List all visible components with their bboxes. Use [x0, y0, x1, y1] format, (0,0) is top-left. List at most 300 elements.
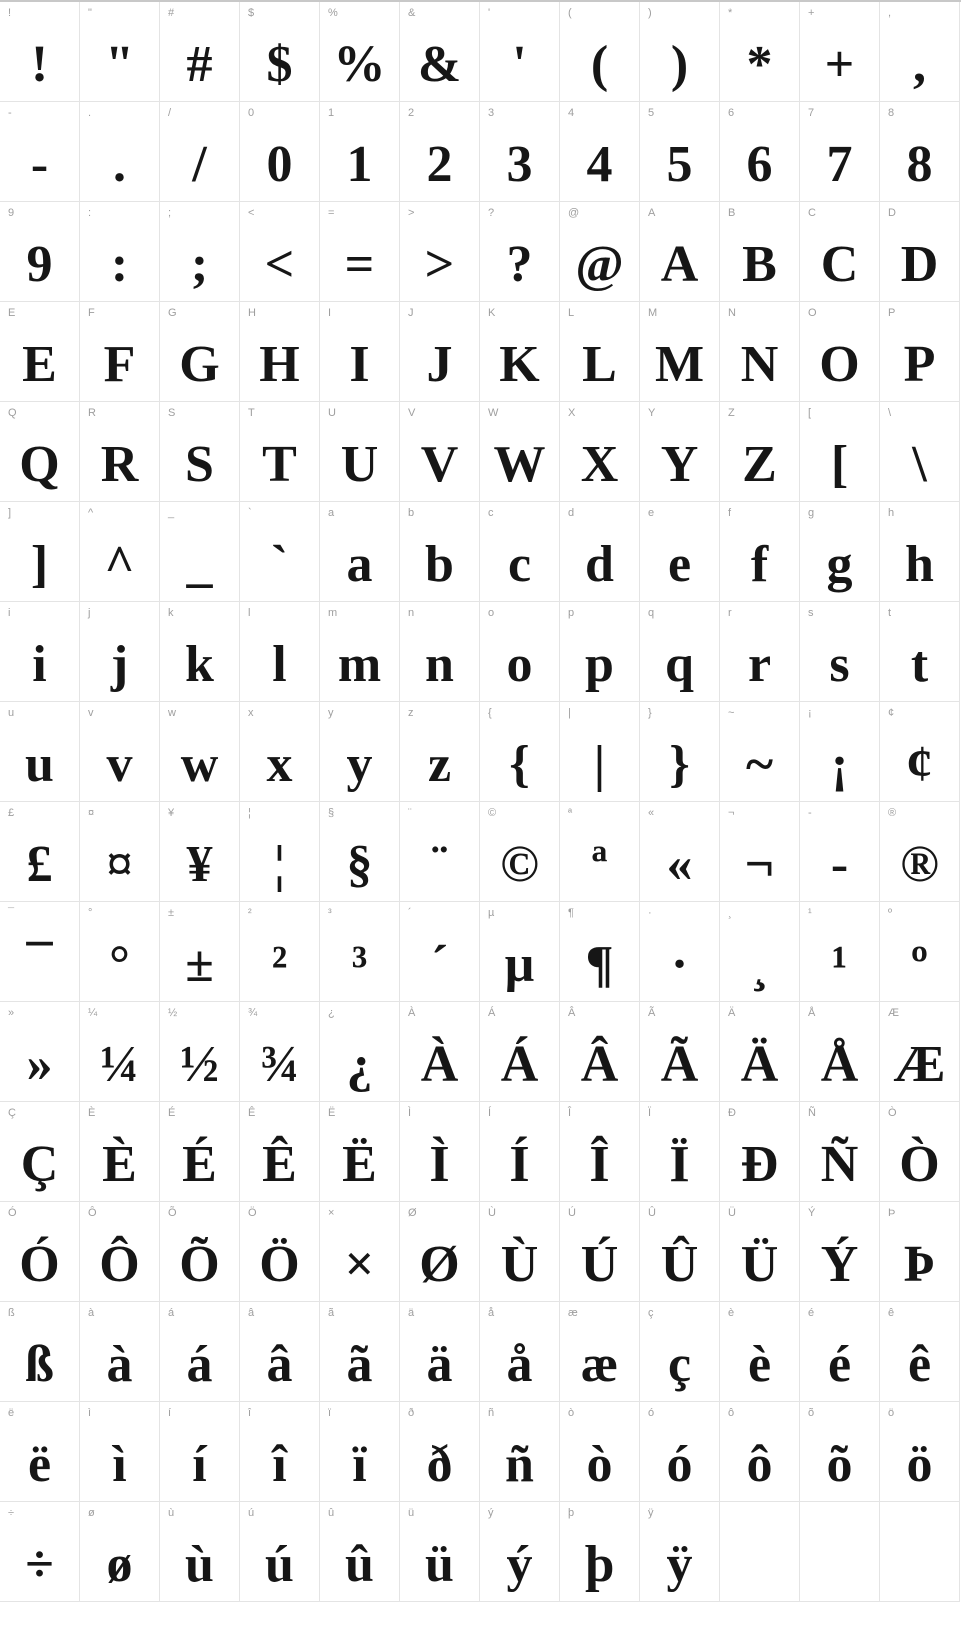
glyph-code-label: a — [328, 507, 335, 519]
glyph-cell — [640, 602, 720, 702]
glyph-cell — [400, 402, 480, 502]
glyph-cell — [0, 402, 80, 502]
glyph-cell — [240, 802, 320, 902]
glyph-code-label: c — [488, 507, 494, 519]
glyph-preview: B — [742, 236, 777, 293]
glyph-preview: t — [910, 636, 929, 693]
glyph-preview: Á — [500, 1036, 539, 1093]
glyph-preview: C — [820, 236, 859, 293]
glyph-code-label: B — [728, 207, 736, 219]
glyph-cell — [320, 902, 400, 1002]
glyph-preview: , — [913, 36, 926, 93]
glyph-code-label: ] — [8, 507, 12, 519]
glyph-cell — [320, 402, 400, 502]
glyph-cell — [640, 802, 720, 902]
glyph-cell — [720, 2, 800, 102]
glyph-cell — [320, 1202, 400, 1302]
glyph-cell — [240, 402, 320, 502]
glyph-code-label: L — [568, 307, 575, 319]
glyph-code-label: ± — [168, 907, 175, 919]
glyph-cell — [80, 102, 160, 202]
glyph-cell — [320, 302, 400, 402]
glyph-preview: n — [425, 636, 454, 693]
glyph-cell — [560, 502, 640, 602]
glyph-preview: d — [585, 536, 614, 593]
glyph-preview: m — [337, 636, 382, 693]
glyph-preview: ý — [506, 1536, 533, 1593]
glyph-code-label: & — [408, 7, 416, 19]
empty-cell — [800, 1502, 880, 1602]
glyph-cell — [800, 702, 880, 802]
glyph-cell — [0, 802, 80, 902]
glyph-cell — [160, 1202, 240, 1302]
glyph-preview: ú — [265, 1536, 294, 1593]
glyph-cell — [320, 802, 400, 902]
glyph-cell — [640, 102, 720, 202]
glyph-cell — [480, 202, 560, 302]
glyph-cell — [640, 1402, 720, 1502]
empty-cell — [880, 1502, 960, 1602]
glyph-cell — [880, 1302, 960, 1402]
glyph-preview: R — [100, 436, 139, 493]
glyph-cell — [160, 902, 240, 1002]
glyph-preview: ¢ — [906, 736, 933, 793]
glyph-preview: ´ — [430, 936, 449, 993]
glyph-preview: É — [182, 1136, 217, 1193]
glyph-code-label: á — [168, 1307, 175, 1319]
glyph-code-label: Ï — [648, 1107, 652, 1119]
glyph-preview: ½ — [180, 1036, 219, 1093]
glyph-preview: Ä — [740, 1036, 779, 1093]
glyph-preview: { — [509, 736, 530, 793]
glyph-code-label: Å — [808, 1007, 816, 1019]
glyph-code-label: Ú — [568, 1207, 576, 1219]
glyph-cell — [240, 202, 320, 302]
glyph-code-label: â — [248, 1307, 255, 1319]
glyph-preview: z — [427, 736, 452, 793]
glyph-code-label: Û — [648, 1207, 656, 1219]
glyph-cell — [640, 402, 720, 502]
glyph-cell — [160, 202, 240, 302]
glyph-preview: 2 — [426, 136, 453, 193]
glyph-cell — [480, 1102, 560, 1202]
glyph-cell — [720, 1302, 800, 1402]
glyph-preview: Ö — [259, 1236, 300, 1293]
glyph-code-label: p — [568, 607, 575, 619]
glyph-cell — [80, 1502, 160, 1602]
glyph-cell — [160, 702, 240, 802]
glyph-code-label: d — [568, 507, 575, 519]
glyph-preview: ô — [746, 1436, 773, 1493]
glyph-preview: ò — [586, 1436, 613, 1493]
glyph-preview: ( — [590, 36, 609, 93]
glyph-cell — [880, 1102, 960, 1202]
glyph-cell — [720, 1402, 800, 1502]
glyph-code-label: T — [248, 407, 255, 419]
glyph-cell — [640, 1302, 720, 1402]
glyph-preview: Â — [580, 1036, 619, 1093]
glyph-code-label: v — [88, 707, 94, 719]
glyph-cell — [160, 1402, 240, 1502]
glyph-cell — [800, 302, 880, 402]
glyph-code-label: » — [8, 1007, 15, 1019]
glyph-cell — [800, 402, 880, 502]
glyph-code-label: = — [328, 207, 335, 219]
glyph-preview: ÿ — [666, 1536, 693, 1593]
glyph-preview: [ — [830, 436, 849, 493]
glyph-preview: µ — [504, 936, 535, 993]
glyph-preview: s — [829, 636, 850, 693]
glyph-cell — [160, 802, 240, 902]
glyph-cell — [240, 1102, 320, 1202]
glyph-cell — [240, 1302, 320, 1402]
glyph-cell — [560, 302, 640, 402]
glyph-code-label: ¨ — [408, 807, 412, 819]
glyph-code-label: 5 — [648, 107, 655, 119]
glyph-code-label: 7 — [808, 107, 815, 119]
glyph-preview: ¥ — [186, 836, 213, 893]
glyph-preview: " — [105, 36, 134, 93]
glyph-code-label: ¼ — [88, 1007, 98, 1019]
glyph-code-label: ä — [408, 1307, 415, 1319]
glyph-cell — [0, 302, 80, 402]
glyph-cell — [720, 102, 800, 202]
glyph-code-label: h — [888, 507, 895, 519]
glyph-preview: 1 — [346, 136, 373, 193]
glyph-preview: ` — [270, 536, 289, 593]
glyph-preview: Y — [660, 436, 699, 493]
glyph-preview: Ë — [342, 1136, 377, 1193]
glyph-preview: x — [266, 736, 293, 793]
glyph-code-label: Ë — [328, 1107, 336, 1119]
glyph-code-label: ¦ — [248, 807, 251, 819]
glyph-cell — [400, 1102, 480, 1202]
glyph-code-label: u — [8, 707, 15, 719]
glyph-cell — [480, 702, 560, 802]
glyph-cell — [880, 902, 960, 1002]
glyph-code-label: ' — [488, 7, 491, 19]
glyph-cell — [320, 1402, 400, 1502]
glyph-preview: Ê — [262, 1136, 297, 1193]
glyph-preview: J — [426, 336, 453, 393]
glyph-preview: § — [346, 836, 373, 893]
glyph-preview: P — [903, 336, 936, 393]
glyph-cell — [320, 1502, 400, 1602]
glyph-code-label: z — [408, 707, 414, 719]
glyph-code-label: ð — [408, 1407, 415, 1419]
glyph-cell — [880, 202, 960, 302]
glyph-cell — [480, 402, 560, 502]
glyph-code-label: + — [808, 7, 815, 19]
glyph-cell — [80, 1402, 160, 1502]
glyph-cell — [240, 602, 320, 702]
glyph-cell — [480, 1402, 560, 1502]
glyph-preview: ë — [27, 1436, 52, 1493]
glyph-cell — [400, 1302, 480, 1402]
glyph-preview: ç — [667, 1336, 692, 1393]
glyph-cell — [880, 1202, 960, 1302]
glyph-preview: è — [747, 1336, 772, 1393]
glyph-preview: / — [192, 136, 207, 193]
glyph-code-label: Õ — [168, 1207, 177, 1219]
glyph-code-label: ¿ — [328, 1007, 335, 1019]
glyph-preview: Õ — [179, 1236, 220, 1293]
glyph-cell — [880, 1002, 960, 1102]
glyph-cell — [640, 302, 720, 402]
glyph-preview: o — [506, 636, 533, 693]
glyph-cell — [640, 502, 720, 602]
glyph-preview: T — [262, 436, 297, 493]
glyph-preview: ¾ — [260, 1036, 299, 1093]
glyph-code-label: { — [488, 707, 492, 719]
glyph-cell — [800, 802, 880, 902]
glyph-code-label: ü — [408, 1507, 415, 1519]
glyph-preview: ¹ — [831, 936, 848, 993]
glyph-preview: ð — [426, 1436, 453, 1493]
glyph-code-label: Í — [488, 1107, 492, 1119]
glyph-code-label: ¡ — [808, 707, 812, 719]
glyph-cell — [560, 1202, 640, 1302]
glyph-cell — [560, 1102, 640, 1202]
glyph-preview: ¡ — [830, 736, 849, 793]
glyph-code-label: Ø — [408, 1207, 417, 1219]
glyph-code-label: ó — [648, 1407, 655, 1419]
glyph-cell — [240, 1002, 320, 1102]
glyph-code-label: ° — [88, 907, 93, 919]
glyph-cell — [560, 402, 640, 502]
glyph-preview: 5 — [666, 136, 693, 193]
glyph-preview: ² — [271, 936, 288, 993]
glyph-code-label: © — [488, 807, 497, 819]
glyph-code-label: k — [168, 607, 174, 619]
glyph-code-label: ( — [568, 7, 572, 19]
glyph-cell — [880, 1402, 960, 1502]
glyph-code-label: 2 — [408, 107, 415, 119]
glyph-cell — [0, 502, 80, 602]
glyph-code-label: q — [648, 607, 655, 619]
glyph-cell — [880, 702, 960, 802]
glyph-code-label: ¢ — [888, 707, 895, 719]
glyph-cell — [0, 1202, 80, 1302]
glyph-preview: ¶ — [585, 936, 614, 993]
glyph-code-label: y — [328, 707, 334, 719]
glyph-cell — [320, 502, 400, 602]
glyph-code-label: C — [808, 207, 816, 219]
glyph-code-label: Ó — [8, 1207, 17, 1219]
glyph-code-label: Z — [728, 407, 735, 419]
glyph-preview: 8 — [906, 136, 933, 193]
glyph-code-label: . — [88, 107, 92, 119]
glyph-code-label: - — [808, 807, 812, 819]
glyph-cell — [560, 1302, 640, 1402]
glyph-code-label: ò — [568, 1407, 575, 1419]
glyph-code-label: é — [808, 1307, 815, 1319]
glyph-code-label: 4 — [568, 107, 575, 119]
glyph-code-label: g — [808, 507, 815, 519]
glyph-preview: M — [654, 336, 705, 393]
glyph-code-label: ; — [168, 207, 172, 219]
glyph-cell — [400, 702, 480, 802]
glyph-preview: ~ — [745, 736, 774, 793]
glyph-code-label: ö — [888, 1407, 895, 1419]
glyph-code-label: l — [248, 607, 251, 619]
glyph-preview: ] — [30, 536, 49, 593]
glyph-code-label: Î — [568, 1107, 572, 1119]
glyph-code-label: Y — [648, 407, 656, 419]
glyph-preview: ø — [106, 1536, 133, 1593]
glyph-preview: * — [746, 36, 773, 93]
glyph-cell — [160, 2, 240, 102]
glyph-code-label: w — [168, 707, 176, 719]
glyph-code-label: è — [728, 1307, 735, 1319]
glyph-code-label: ¬ — [728, 807, 735, 819]
glyph-code-label: 1 — [328, 107, 335, 119]
glyph-code-label: m — [328, 607, 338, 619]
glyph-code-label: _ — [168, 507, 175, 519]
glyph-code-label: ã — [328, 1307, 335, 1319]
glyph-cell — [80, 1202, 160, 1302]
glyph-code-label: Ð — [728, 1107, 736, 1119]
glyph-code-label: P — [888, 307, 896, 319]
glyph-cell — [640, 1502, 720, 1602]
glyph-cell — [0, 1102, 80, 1202]
glyph-code-label: Á — [488, 1007, 496, 1019]
glyph-preview: ß — [25, 1336, 54, 1393]
glyph-code-label: Ö — [248, 1207, 257, 1219]
glyph-preview: a — [346, 536, 373, 593]
glyph-cell — [0, 102, 80, 202]
glyph-code-label: ô — [728, 1407, 735, 1419]
glyph-preview: â — [266, 1336, 293, 1393]
glyph-preview: ! — [30, 36, 49, 93]
glyph-preview: ¬ — [744, 836, 775, 893]
glyph-preview: Ú — [580, 1236, 619, 1293]
glyph-preview: Ã — [660, 1036, 699, 1093]
glyph-code-label: X — [568, 407, 576, 419]
glyph-preview: Ü — [740, 1236, 779, 1293]
glyph-cell — [640, 1102, 720, 1202]
glyph-preview: ä — [426, 1336, 453, 1393]
glyph-code-label: Ò — [888, 1107, 897, 1119]
glyph-cell — [800, 602, 880, 702]
glyph-code-label: n — [408, 607, 415, 619]
glyph-code-label: ¶ — [568, 907, 574, 919]
glyph-code-label: A — [648, 207, 656, 219]
glyph-preview: E — [22, 336, 57, 393]
glyph-cell — [240, 1502, 320, 1602]
glyph-cell — [720, 602, 800, 702]
glyph-preview: Î — [589, 1136, 610, 1193]
glyph-cell — [720, 1102, 800, 1202]
glyph-code-label: ï — [328, 1407, 332, 1419]
glyph-cell — [480, 802, 560, 902]
glyph-cell — [800, 902, 880, 1002]
glyph-code-label: æ — [568, 1307, 578, 1319]
glyph-preview: ï — [352, 1436, 367, 1493]
glyph-preview: å — [506, 1336, 533, 1393]
glyph-cell — [400, 102, 480, 202]
glyph-code-label: ß — [8, 1307, 15, 1319]
glyph-cell — [720, 802, 800, 902]
glyph-code-label: ¤ — [88, 807, 95, 819]
glyph-cell — [560, 1502, 640, 1602]
glyph-code-label: Ç — [8, 1107, 16, 1119]
glyph-preview: ¯ — [26, 936, 53, 993]
glyph-cell — [400, 502, 480, 602]
glyph-cell — [560, 102, 640, 202]
glyph-cell — [320, 2, 400, 102]
glyph-code-label: × — [328, 1207, 335, 1219]
glyph-cell — [720, 702, 800, 802]
glyph-cell — [0, 1302, 80, 1402]
glyph-preview: W — [493, 436, 546, 493]
glyph-code-label: ª — [568, 807, 573, 819]
glyph-preview: ¤ — [106, 836, 133, 893]
glyph-preview: þ — [585, 1536, 614, 1593]
glyph-code-label: ø — [88, 1507, 95, 1519]
glyph-code-label: V — [408, 407, 416, 419]
glyph-cell — [480, 902, 560, 1002]
glyph-preview: á — [186, 1336, 213, 1393]
glyph-cell — [80, 202, 160, 302]
glyph-code-label: 8 — [888, 107, 895, 119]
glyph-preview: y — [346, 736, 373, 793]
glyph-code-label: j — [88, 607, 91, 619]
glyph-cell — [480, 1502, 560, 1602]
glyph-preview: 7 — [826, 136, 853, 193]
glyph-cell — [880, 102, 960, 202]
glyph-cell — [480, 1002, 560, 1102]
glyph-code-label: ÿ — [648, 1507, 654, 1519]
glyph-cell — [880, 602, 960, 702]
glyph-code-label: ú — [248, 1507, 255, 1519]
glyph-code-label: µ — [488, 907, 495, 919]
glyph-code-label: « — [648, 807, 655, 819]
glyph-code-label: Ô — [88, 1207, 97, 1219]
glyph-code-label: * — [728, 7, 733, 19]
glyph-preview: N — [740, 336, 779, 393]
glyph-code-label: f — [728, 507, 732, 519]
glyph-code-label: t — [888, 607, 892, 619]
glyph-code-label: R — [88, 407, 96, 419]
glyph-preview: ¦ — [273, 836, 286, 893]
glyph-code-label: / — [168, 107, 172, 119]
glyph-cell — [480, 1202, 560, 1302]
glyph-cell — [80, 302, 160, 402]
glyph-code-label: ¥ — [168, 807, 175, 819]
glyph-code-label: ) — [648, 7, 652, 19]
glyph-cell — [640, 202, 720, 302]
glyph-preview: Ó — [19, 1236, 60, 1293]
glyph-preview: ) — [670, 36, 689, 93]
glyph-cell — [240, 502, 320, 602]
glyph-preview: ì — [112, 1436, 127, 1493]
glyph-preview: f — [750, 536, 769, 593]
glyph-cell — [480, 1302, 560, 1402]
glyph-preview: Ø — [419, 1236, 460, 1293]
glyph-code-label: Q — [8, 407, 17, 419]
glyph-cell — [480, 302, 560, 402]
glyph-preview: + — [824, 36, 855, 93]
glyph-code-label: N — [728, 307, 736, 319]
glyph-preview: A — [660, 236, 699, 293]
glyph-code-label: ³ — [328, 907, 332, 919]
glyph-cell — [400, 1002, 480, 1102]
glyph-preview: Ý — [820, 1236, 859, 1293]
glyph-cell — [560, 602, 640, 702]
glyph-preview: = — [344, 236, 375, 293]
glyph-cell — [0, 202, 80, 302]
